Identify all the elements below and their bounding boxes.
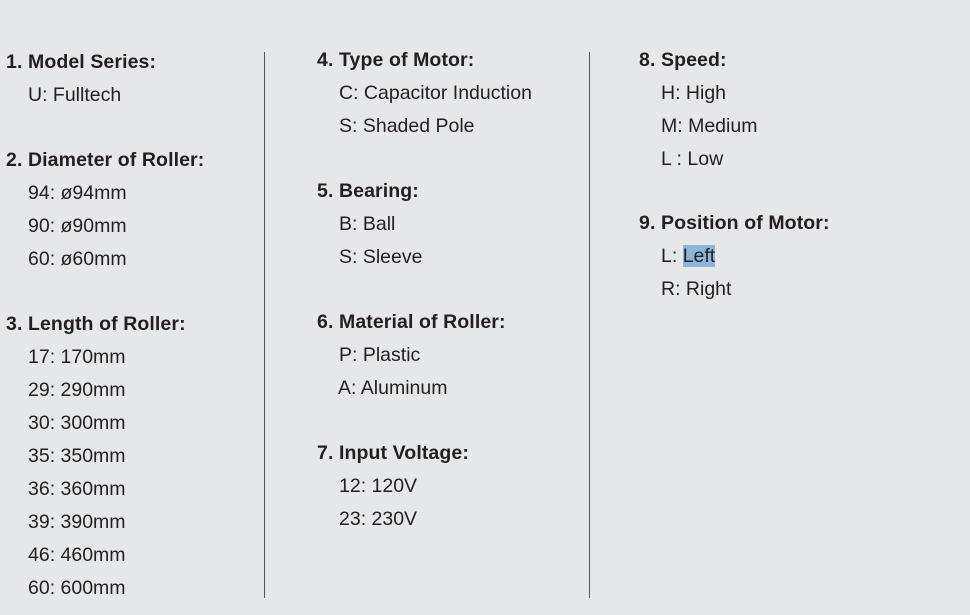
selected-text[interactable]: Left — [682, 245, 716, 267]
item-code: L: — [661, 245, 683, 267]
list-item: A: Aluminum — [338, 377, 448, 399]
list-item: H: High — [661, 82, 727, 104]
section-heading: 8. Speed: — [639, 49, 727, 71]
list-item: 12: 120V — [339, 475, 418, 497]
list-item: 46: 460mm — [28, 544, 126, 566]
list-item: 23: 230V — [339, 508, 418, 530]
list-item: 36: 360mm — [28, 478, 126, 500]
section-model-series — [6, 50, 156, 107]
list-item: 90: ø90mm — [28, 215, 127, 237]
section-heading: 5. Bearing: — [317, 180, 419, 202]
list-item: 94: ø94mm — [28, 182, 127, 204]
list-item: R: Right — [661, 278, 732, 300]
section-heading: 7. Input Voltage: — [317, 442, 469, 464]
list-item: U: Fulltech — [28, 84, 122, 106]
section-input-voltage — [317, 441, 469, 531]
section-diameter-of-roller — [6, 148, 204, 271]
divider-right — [589, 52, 590, 598]
list-item: 35: 350mm — [28, 445, 126, 467]
section-heading: 2. Diameter of Roller: — [6, 149, 205, 171]
list-item: B: Ball — [339, 213, 396, 235]
section-heading: 1. Model Series: — [6, 51, 157, 73]
list-item: 60: 600mm — [28, 577, 126, 599]
list-item: 39: 390mm — [28, 511, 126, 533]
section-bearing — [317, 179, 422, 269]
section-position-of-motor — [639, 211, 830, 301]
list-item: 60: ø60mm — [28, 248, 127, 270]
list-item: 29: 290mm — [28, 379, 126, 401]
section-material-of-roller — [317, 310, 506, 400]
list-item — [639, 244, 830, 268]
list-item: M: Medium — [661, 115, 758, 137]
list-item: L : Low — [661, 148, 724, 170]
divider-left — [264, 52, 265, 598]
section-heading: 9. Position of Motor: — [639, 212, 830, 234]
section-speed — [639, 48, 757, 171]
section-length-of-roller — [6, 312, 186, 600]
section-type-of-motor — [317, 48, 532, 138]
section-heading: 4. Type of Motor: — [317, 49, 475, 71]
list-item: 17: 170mm — [28, 346, 126, 368]
list-item: C: Capacitor Induction — [339, 82, 532, 104]
list-item: 30: 300mm — [28, 412, 126, 434]
list-item: S: Sleeve — [339, 246, 423, 268]
section-heading: 3. Length of Roller: — [6, 313, 186, 335]
section-heading: 6. Material of Roller: — [317, 311, 506, 333]
list-item: P: Plastic — [339, 344, 421, 366]
list-item: S: Shaded Pole — [339, 115, 475, 137]
